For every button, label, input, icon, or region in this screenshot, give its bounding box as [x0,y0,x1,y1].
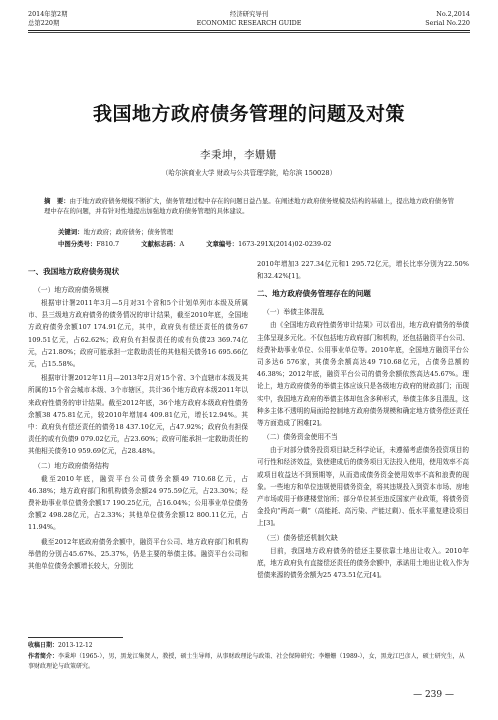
subsection-borrowing-entities: （一）举债主体混乱 [263,308,325,317]
header-rule [28,30,470,31]
right-column [257,258,469,583]
received-date [28,641,470,651]
paragraph: 由《全国地方政府性债务审计结果》可以看出，地方政府债务的举债主体呈现多元化。不仅包括地方政府部门和机构，还包括融资平台公司、经费补助事业单位、公用事业单位等。2010年底，全国地方融资平台公司多达6 576家，其债务余额高达49 710.68亿元，占债务总额的46.38%；2012年底，融资平台公司的债务余额依然高达45.67%。理论上，地方政府债务的举债主体应该只是各级地方政府的财政部门；而现实中，我国地方政府的举债主体却包含多种形式，举债主体多且混乱，这种多主体不透明的局面给控制地方政府债务规模和确定地方债务偿还责任等方面造成了困难[2]。 [257,321,469,428]
author-bio [28,652,470,672]
paragraph: 2010年增加3 227.34亿元和1 295.72亿元，增长比率分别为22.50%和32.42%[1]。 [257,260,469,281]
page-number: — 239 — [413,690,454,700]
issue-line1: 2014年第2期 [28,10,68,18]
doc-code: A [179,240,185,248]
serial-info [425,10,470,27]
footnote-rule [28,637,123,638]
author-bio-text: 李秉坤（1965-），男，黑龙江集贤人，教授，硕士生导师，从事财政理论与政策、社会保障研究；李姗姗（1989-），女，黑龙江巴彦人，硕士研究生，从事财政理论与政策研究。 [28,653,465,670]
journal-name-cn: 经济研究导刊 [229,10,269,18]
subsection-debt-structure: （二）地方政府债务结构 [34,461,109,470]
article-number-label: 文章编号： [206,240,239,248]
section-heading-1: 一、我国地方政府债务现状 [28,267,120,276]
header-rule-thin [28,32,470,33]
subsection-repayment: （三）债务偿还机制欠缺 [263,533,338,542]
journal-name [28,10,470,27]
abstract-label: 摘 要： [44,197,70,205]
subsection-fund-misuse: （二）债务资金使用不当 [263,433,338,442]
issue-line2: 总第220期 [28,18,60,27]
article-authors: 李秉坤，李姗姗 [200,149,277,161]
clc-label: 中图分类号： [58,240,97,248]
abstract-text: 由于地方政府债务规模不断扩大，债务管理过程中存在的问题日益凸显。在阐述地方政府债务规模及结构的基础上，提出地方政府债务管理中存在的问题，并有针对性地提出加强地方政府债务管理的具体建议。 [44,197,455,215]
paragraph: 由于对部分债务投资项目缺乏科学论证，未遵循考虑债务投资项目的可行性和经济效益，致使建成后的债务项目无法投入使用，使用效率不高或项目收益达不到预期等，从而造成债务资金使用效率不高和浪费的现象。一些地方和单位违规使用债务资金，将其违规投入到资本市场、房地产市场或用于修建楼堂馆所；部分单位甚至违反国家产业政策，将债务资金投向“两高一剩”（高能耗、高污染、产能过剩）、低水平重复建设项目上[3]。 [257,446,469,528]
running-header [28,10,470,30]
paragraph: 根据审计署2012年11月—2013年2月对15个省、3个直辖市本级及其所属的15个省会城市本级、3个市辖区，共计36个地方政府本级2011年以来政府性债务的审计结果。截至2012年底，36个地方政府本级政府性债务余额38 475.81亿元，较2010年增加4 409.81亿元，增长12.94%。其中：政府负有偿还责任的债务18 437.10亿元，占47.92%；政府负有担保责任的或有负债9 079.02亿元，占23.60%；政府可能承担一定救助责任的其他相关债务10 959.69亿元，占28.48%。 [28,374,248,456]
keywords-line [58,227,193,236]
clc-number: F810.7 [96,240,120,248]
serial-number: Serial No.220 [425,18,470,27]
article-title: 我国地方政府债务管理的问题及对策 [92,103,405,125]
keywords: 地方政府；政府债务；债务管理 [83,228,174,236]
paragraph: 截至2010年底，融资平台公司债务余额49 710.68亿元，占46.38%；地方政府部门和机构债务余额24 975.59亿元，占23.30%；经费补助事业单位债务余额17 190.25亿元，占16.04%；公用事业单位债务余额2 498.28亿元，占2.33%；其他单位债务余额12 800.11亿元，占11.94%。 [28,474,248,532]
author-affiliation: （哈尔滨商业大学 财政与公共管理学院，哈尔滨 150028） [161,169,337,177]
doc-code-label: 文献标志码： [141,240,180,248]
paragraph: 目前，我国地方政府债务的偿还主要依靠土地出让收入。2010年底，地方政府负有直接偿还责任的债务余额中，承诺用土地出让收入作为偿债来源的债务余额为25 473.51亿元[4]。 [257,546,469,580]
received-label: 收稿日期： [28,642,59,649]
subsection-debt-scale: （一）地方政府债务规模 [34,286,109,294]
journal-name-en: ECONOMIC RESEARCH GUIDE [196,18,302,27]
classification-line [58,239,351,248]
issue-number: No.2,2014 [436,10,470,18]
abstract [44,196,454,216]
left-column [28,258,248,574]
paragraph: 截至2012年底政府债务余额中，融资平台公司、地方政府部门和机构举借的分别占45.67%、25.37%，仍是主要的举债主体。融资平台公司和其他单位债务余额增长较大，分别比 [28,537,248,571]
paragraph: 根据审计署2011年3月—5月对31个省和5个计划单列市本级及所属市、县三级地方政府债务的债务情况的审计结果，截至2010年底，全国地方政府债务余额107 174.91亿元，其中，政府负有偿还责任的债务67 109.51亿元，占62.62%；政府负有担保责任的或有负债23 369.74亿元，占21.80%；政府可能承担一定救助责任的其他相关债务16 695.66亿元，占15.58%。 [28,299,248,369]
section-heading-2: 二、地方政府债务管理存在的问题 [257,289,371,299]
author-bio-label: 作者简介： [28,653,59,660]
keywords-label: 关键词： [58,228,84,236]
article-number: 1673-291X(2014)02-0239-02 [238,240,332,248]
received-value: 2013-12-12 [58,642,93,649]
